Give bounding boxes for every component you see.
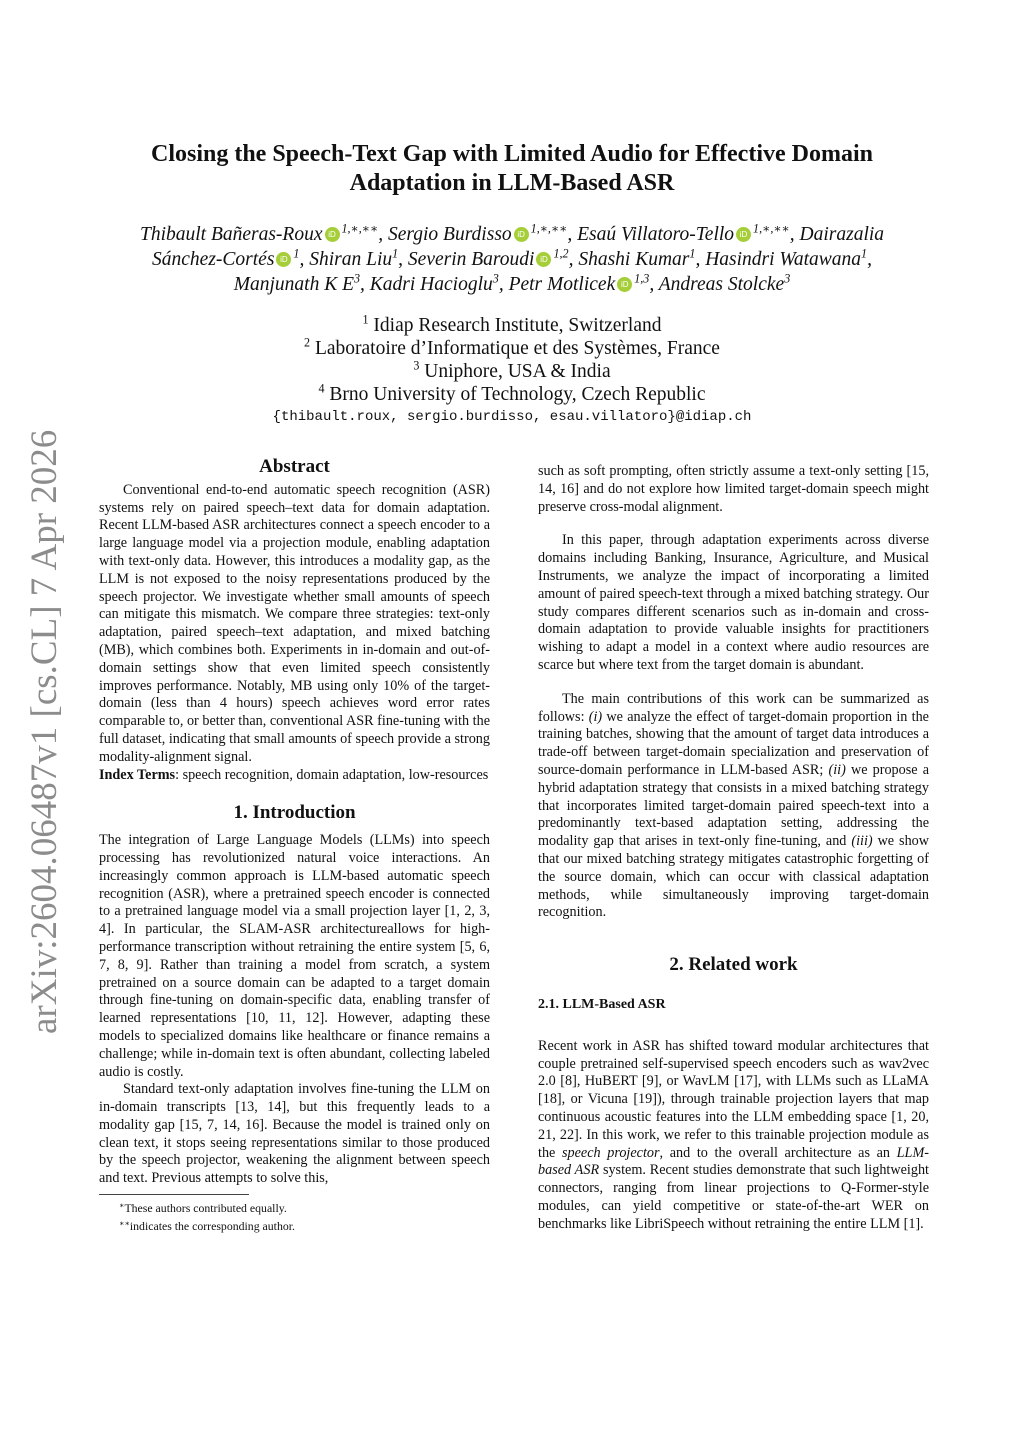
footnote-text: These authors contributed equally. bbox=[124, 1201, 287, 1216]
author-name: , Hasindri Watawana bbox=[695, 249, 862, 270]
footnote-2 bbox=[119, 1216, 490, 1234]
llm-asr-subheading: 2.1. LLM-Based ASR bbox=[538, 996, 666, 1012]
author-sep: , bbox=[867, 249, 872, 270]
author-affil: 1,3 bbox=[634, 271, 650, 286]
author-line-2 bbox=[90, 247, 934, 272]
author-affil: 1 bbox=[689, 246, 696, 261]
author-name: Thibault Bañeras-Roux bbox=[139, 224, 323, 245]
paper-title bbox=[120, 140, 904, 198]
right-column bbox=[538, 463, 929, 1233]
orcid-icon[interactable]: iD bbox=[736, 227, 751, 242]
author-affil: 1 bbox=[293, 246, 300, 261]
affil-text: Uniphore, USA & India bbox=[424, 361, 611, 382]
text-run: LLM-based ASR bbox=[538, 1144, 929, 1179]
text-run: (ii) bbox=[828, 761, 846, 778]
orcid-icon[interactable]: iD bbox=[536, 252, 551, 267]
footnote-text: indicates the corresponding author. bbox=[129, 1219, 295, 1234]
author-name: , Esaú Villatoro-Tello bbox=[567, 224, 735, 245]
left-column bbox=[99, 458, 490, 1234]
abstract-heading: Abstract bbox=[259, 456, 330, 477]
author-name: Manjunath K E bbox=[233, 274, 354, 295]
affil-num: 2 bbox=[304, 335, 311, 350]
author-name: , Andreas Stolcke bbox=[649, 274, 785, 295]
title-line-2: Adaptation in LLM-Based ASR bbox=[349, 170, 675, 196]
footnote-divider bbox=[99, 1194, 249, 1195]
author-affil: 3 bbox=[492, 271, 499, 286]
text-run: (iii) bbox=[851, 833, 873, 850]
contributions-paragraph bbox=[538, 691, 929, 922]
footnote-mark: ∗ bbox=[119, 1201, 125, 1211]
right-paragraph-2: In this paper, through adaptation experiments across diverse domains including Banking, Insurance, Agriculture, and Musical Instruments, we analyze the impact of incorporating a limited amount of paired speech-text through a mixed batching strategy. Our study compares different scenarios such as in-domain and cross-domain adaptation to provide valuable insights for practitioners wishing to adapt a model in a context where audio resources are scarce but where text from the target domain is abundant. bbox=[538, 532, 929, 673]
author-name: , Severin Baroudi bbox=[398, 249, 535, 270]
author-affil: 1 bbox=[392, 246, 399, 261]
affiliation-1 bbox=[150, 314, 874, 337]
intro-paragraph-2: Standard text-only adaptation involves fine-tuning the LLM on in-domain transcripts [13, 14], but this frequently leads to a modality gap [15, 7, 14, 16]. Because the model is trained only on clean text, it stops seeing representations similar to those produced by the speech projector, weakening the alignment between speech and text. Previous attempts to solve this, bbox=[99, 1081, 490, 1187]
related-paragraph-1 bbox=[538, 1038, 929, 1234]
author-name: , Sergio Burdisso bbox=[378, 224, 512, 245]
affil-num: 3 bbox=[413, 358, 420, 373]
author-affil: 1,∗,∗∗ bbox=[530, 221, 568, 236]
orcid-icon[interactable]: iD bbox=[325, 227, 340, 242]
footnotes bbox=[99, 1198, 490, 1234]
author-affil: 3 bbox=[784, 271, 791, 286]
author-list bbox=[90, 222, 934, 297]
affil-text: Idiap Research Institute, Switzerland bbox=[373, 315, 662, 336]
affil-text: Brno University of Technology, Czech Republic bbox=[329, 384, 706, 405]
orcid-icon[interactable]: iD bbox=[617, 277, 632, 292]
contact-email[interactable]: {thibault.roux, sergio.burdisso, esau.villatoro}@idiap.ch bbox=[272, 409, 752, 425]
author-affil: 1,∗,∗∗ bbox=[753, 221, 790, 236]
affiliations bbox=[150, 314, 874, 406]
title-line-1: Closing the Speech-Text Gap with Limited Audio for Effective Domain bbox=[150, 141, 873, 167]
author-affil: 1,∗,∗∗ bbox=[341, 221, 379, 236]
text-run: we show that our mixed batching strategy mitigates catastrophic forgetting of the source domain, which can occur with classical adaptation methods, while simultaneously improving target-domain recognition. bbox=[538, 833, 929, 921]
affiliation-2 bbox=[150, 337, 874, 360]
author-affil: 1,2 bbox=[553, 246, 569, 261]
author-line-1 bbox=[90, 222, 934, 247]
text-run: (i) bbox=[588, 708, 603, 725]
author-line-3 bbox=[90, 272, 934, 297]
author-name: Sánchez-Cortés bbox=[152, 249, 275, 270]
author-affil: 1 bbox=[861, 246, 868, 261]
related-work-heading: 2. Related work bbox=[669, 954, 798, 976]
author-name: , Petr Motlicek bbox=[498, 274, 616, 295]
introduction-heading: 1. Introduction bbox=[233, 802, 356, 824]
affiliation-3 bbox=[150, 360, 874, 383]
text-run: we analyze the effect of target-domain proportion in the training batches, showing that the amount of target data introduces a trade-off between target-domain specialization and preservation of source-domain performance in LLM-based ASR; bbox=[538, 708, 929, 778]
text-run: we propose a hybrid adaptation strategy that consists in a mixed batching strategy that incorporates limited target-domain paired speech-text into a predominantly text-based adaptation setting, addressing the modality gap that arises in text-only fine-tuning, and bbox=[538, 761, 929, 850]
footnote-1 bbox=[119, 1198, 490, 1216]
text-run: Recent work in ASR has shifted toward modular architectures that couple pretrained self-supervised speech encoders such as wav2vec 2.0 [8], HuBERT [9], or WavLM [17], with LLMs such as LLaMA [18], or Vicuna [19]), through trainable projection layers that map continuous acoustic features into the LLM embedding space [1, 20, 21, 22]. In this work, we refer to this trainable projection module as the bbox=[538, 1037, 929, 1161]
author-name: , Shashi Kumar bbox=[568, 249, 690, 270]
text-run: The main contributions of this work can be summarized as follows: bbox=[538, 690, 929, 725]
index-terms-text: : speech recognition, domain adaptation, low-resources bbox=[175, 766, 489, 783]
index-terms bbox=[99, 767, 490, 785]
affil-num: 1 bbox=[362, 312, 369, 327]
footnote-mark: ∗∗ bbox=[119, 1219, 130, 1229]
intro-paragraph-1: The integration of Large Language Models (LLMs) into speech processing has revolutionized natural voice interactions. An increasingly common approach is LLM-based automatic speech recognition (ASR), where a pretrained speech encoder is connected to a pretrained language model via a small projection layer [1, 2, 3, 4]. In particular, the SLAM-ASR architectureallows for high-performance transcription without retraining the entire system [5, 6, 7, 8, 9]. Rather than training a model from scratch, a system pretrained on a source domain can be adapted to a target domain through fine-tuning on domain-specific data, enabling transfer of learned representations [10, 11, 12]. However, adapting these models to specialized domains like healthcare or finance remains a challenge; while in-domain text is often abundant, collecting labeled audio is costly. bbox=[99, 832, 490, 1080]
author-name: , Kadri Hacioglu bbox=[360, 274, 493, 295]
author-affil: 3 bbox=[354, 271, 361, 286]
text-run: system. Recent studies demonstrate that such lightweight connectors, ranging from linear projections to Q-Former-style modules, can yield competitive or state-of-the-art WER on benchmarks like LibriSpeech without retraining the entire LLM [1]. bbox=[538, 1162, 929, 1232]
arxiv-identifier: arXiv:2604.06487v1 [cs.CL] 7 Apr 2026 bbox=[24, 429, 65, 1034]
text-run: speech projector bbox=[561, 1144, 660, 1161]
index-terms-label: Index Terms bbox=[99, 766, 176, 783]
right-paragraph-1: such as soft prompting, often strictly assume a text-only setting [15, 14, 16] and do not explore how limited target-domain speech might preserve cross-modal alignment. bbox=[538, 463, 929, 515]
text-run: , and to the overall architecture as an bbox=[659, 1144, 897, 1161]
author-name: , Dairazalia bbox=[789, 224, 885, 245]
author-name: , Shiran Liu bbox=[299, 249, 393, 270]
affil-num: 4 bbox=[318, 381, 325, 396]
affiliation-4 bbox=[150, 383, 874, 406]
abstract-body: Conventional end-to-end automatic speech recognition (ASR) systems rely on paired speech–text data for domain adaptation. Recent LLM-based ASR architectures connect a speech encoder to a large language model via a projection module, enabling adaptation with text-only data. However, this introduces a modality gap, as the LLM is not exposed to the noisy representations produced by the speech projector. We investigate whether small amounts of speech can mitigate this mismatch. We compare three strategies: text-only adaptation, paired speech–text adaptation, and mixed batching (MB), which combines both. Experiments in in-domain and out-of-domain settings show that even limited speech consistently improves performance. Notably, MB using only 10% of the target-domain (less than 4 hours) speech achieves word error rates comparable to, or better than, conventional ASR fine-tuning with the full dataset, indicating that small amounts of speech provide a strong modality-alignment signal. bbox=[99, 481, 490, 765]
affil-text: Laboratoire d’Informatique et des Systèmes, France bbox=[314, 338, 720, 359]
orcid-icon[interactable]: iD bbox=[276, 252, 291, 267]
orcid-icon[interactable]: iD bbox=[514, 227, 529, 242]
